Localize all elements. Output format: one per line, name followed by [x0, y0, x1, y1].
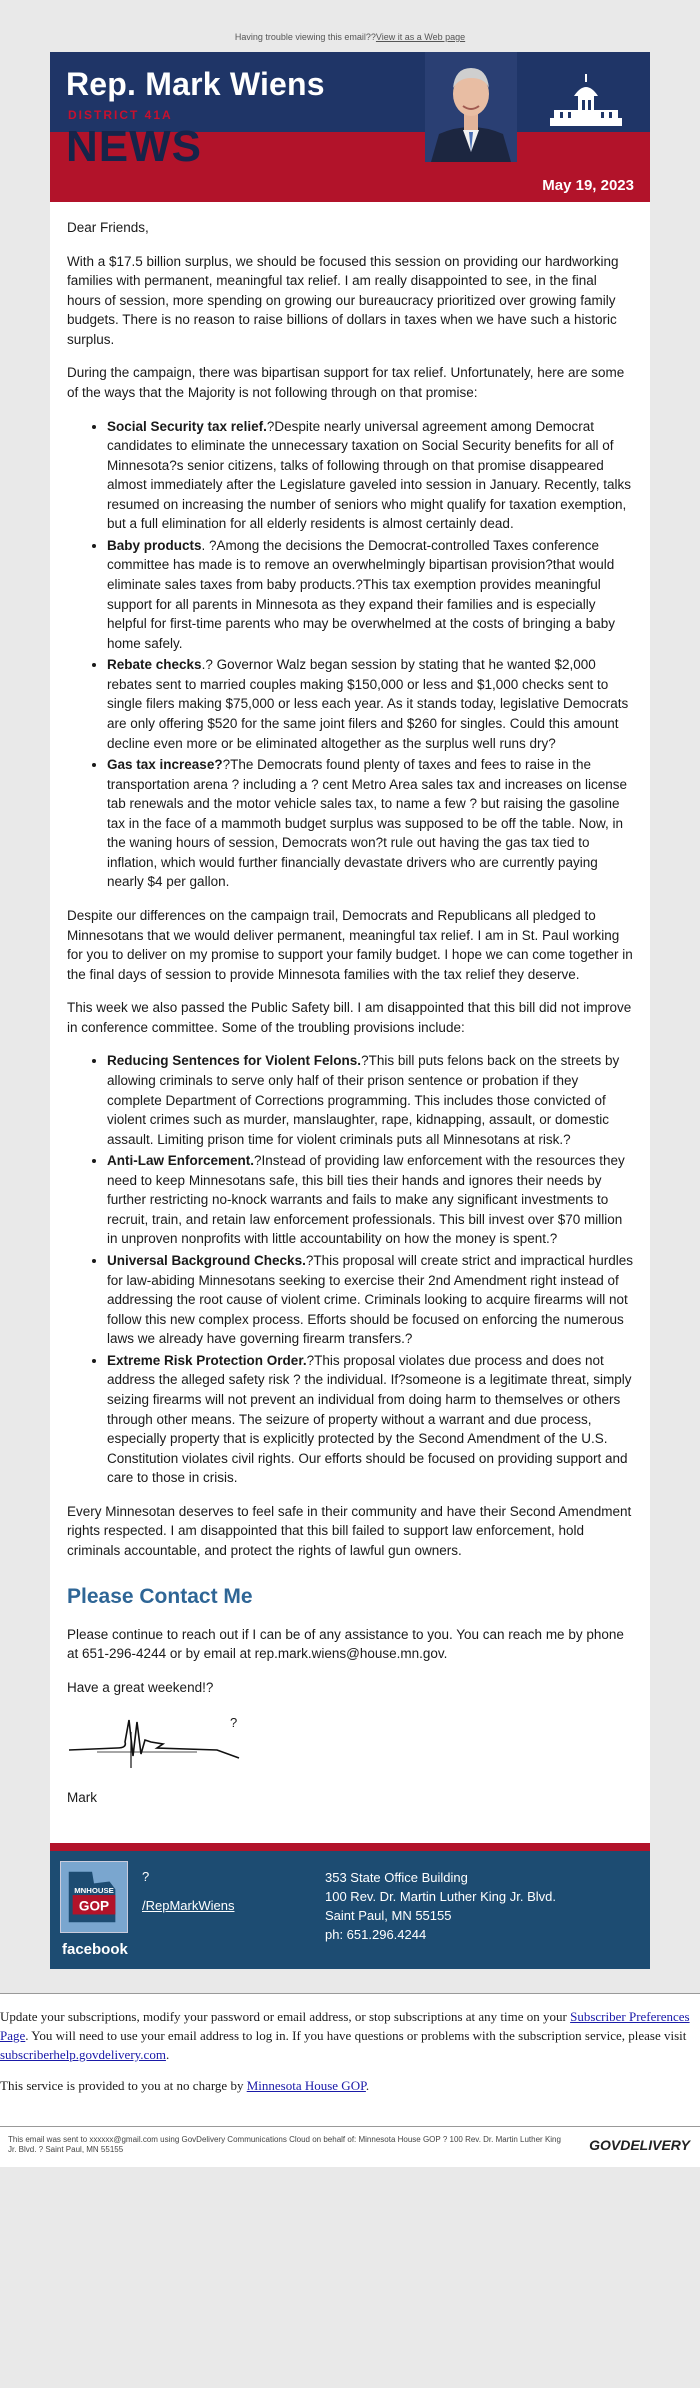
district-label: DISTRICT 41A: [68, 108, 173, 122]
address-line: 100 Rev. Dr. Martin Luther King Jr. Blvd.: [325, 1888, 556, 1904]
header-banner: [50, 52, 650, 202]
facebook-label[interactable]: facebook: [62, 1941, 128, 1959]
signature-placeholder: ?: [230, 1714, 238, 1730]
capitol-icon: [540, 74, 632, 134]
address-line: 353 State Office Building: [325, 1870, 468, 1886]
logo-text-bottom: GOP: [78, 1898, 110, 1914]
list-item: • Anti-Law Enforcement.?Instead of providing law enforcement with the resources they need to keep Minnesotans safe, this bill ties their hands and ignores their needs by further restricting no-knock warrants and fails to make any significant investments to recruit, train, and retain law enforcement professionals. This bill invest over $70 million in unproven nonprofits with little accountability on how the money is spent.?: [107, 1151, 633, 1249]
list-item: • Extreme Risk Protection Order.?This proposal violates due process and does not address the alleged safety risk ? the individual. If?someone is a legitimate threat, simply seizing firearms will not prevent an individual from doing harm to themselves or others through other means. The seizure of property without a warrant and due process, especially property that is explicitly protected by the Second Amendment of the U.S. Constitution violates civil rights. Our efforts should be focused on providing support and care to those in crisis.: [107, 1351, 633, 1488]
logo-text-top: MNHOUSE: [74, 1886, 114, 1896]
representative-name: Rep. Mark Wiens: [66, 66, 325, 102]
govdelivery-logo[interactable]: GOVDELIVERY: [589, 2136, 690, 2153]
paragraph-surplus: With a $17.5 billion surplus, we should be focused this session on providing our hardworking families with permanent, meaningful tax relief. I am really disappointed to see, in the final hours of session, more spending on growing our bureaucracy prioritized over growing family budgets. There is no reason to raise billions of dollars in taxes when we have such a historic surplus.: [67, 253, 619, 347]
representative-portrait: [425, 52, 517, 162]
contact-footer: [50, 1851, 650, 1969]
signoff-name: Mark: [67, 1789, 97, 1805]
paragraph-contact: Please continue to reach out if I can be of any assistance to you. You can reach me by phone at 651-296-4244 or by email at rep.mark.wiens@house.mn.gov.: [67, 1626, 624, 1662]
newsletter-date: May 19, 2023: [542, 177, 634, 194]
news-title: NEWS: [66, 122, 202, 171]
preheader-text: Having trouble viewing this email??: [234, 32, 376, 42]
provider-info: This service is provided to you at no charge by Minnesota House GOP.: [0, 2077, 370, 2093]
list-item: • Reducing Sentences for Violent Felons.?This bill puts felons back on the streets by allowing criminals to serve only half of their prison sentence or probation if they complete Department of Corrections programming. This includes those convicted of violent crimes such as murder, manslaughter, rape, kidnapping, assault, or domestic assault. Limiting prison time for violent criminals puts all Minnesotans at risk.?: [107, 1051, 633, 1149]
list-item: • Universal Background Checks.?This proposal will create strict and impractical hurdles for law-abiding Minnesotans seeking to exercise their 2nd Amendment right instead of addressing the root cause of violent crime. Criminals looking to acquire firearms will not follow this new complex process. Efforts should be focused on enforcing the numerous laws we already have governing firearm transfers.?: [107, 1251, 633, 1349]
subscription-info: Update your subscriptions, modify your password or email address, or stop subscriptions at any time on your Subscriber Preferences Page. You will need to use your email address to log in. If you have questions or problems with the subscription service, please visit subscriberhelp.govdelivery.com.: [0, 2009, 690, 2062]
footer-placeholder: ?: [142, 1869, 150, 1885]
paragraph-pledge: Despite our differences on the campaign trail, Democrats and Republicans all pledged to Minnesotans that we would deliver permanent, meaningful tax relief. I am in St. Paul working for you to deliver on my promise to support your family budget. I hope we can come together in the final days of session to provide Minnesota families with the tax relief they deserve.: [67, 908, 633, 982]
list-item: • Social Security tax relief.?Despite nearly universal agreement among Democrat candidates to eliminate the unnecessary taxation on Social Security benefits for all of Minnesota?s senior citizens, talks of following through on that promise disappeared almost immediately after the Legislature gaveled into session in January. Recently, talks resumed on increasing the number of seniors who might qualify for taxation exemption, but a full elimination for all elderly residents is almost certainly dead.: [107, 417, 633, 534]
signature-area: [67, 1712, 633, 1782]
govdelivery-footer: [0, 2127, 700, 2167]
paragraph-second-amendment: Every Minnesotan deserves to feel safe in their community and have their Second Amendment rights respected. I am disappointed that this bill failed to support law enforcement, hold criminals accountable, and protect the rights of lawful gun owners.: [67, 1503, 632, 1558]
view-web-page-link[interactable]: View it as a Web page: [375, 32, 466, 42]
weekend-wish: Have a great weekend!?: [67, 1680, 214, 1695]
paragraph-campaign: During the campaign, there was bipartisan support for tax relief. Unfortunately, here are some of the ways that the Majority is not following through on that promise:: [67, 365, 625, 400]
greeting: Dear Friends,: [67, 220, 149, 235]
preheader: [0, 0, 700, 52]
list-item: • Baby products. ?Among the decisions the Democrat-controlled Taxes conference committee has made is to remove an overwhelmingly bipartisan provision?that would eliminate sales taxes from baby products.?This tax exemption provides meaningful support for all parents in Minnesota as they expand their families and is especially helpful for first-time parents who may be overwhelmed at the costs of bringing a baby home safely.: [107, 536, 633, 653]
public-safety-list: [67, 1051, 633, 1487]
facebook-handle-link[interactable]: /RepMarkWiens: [142, 1898, 235, 1914]
footer-red-bar: [50, 1843, 650, 1851]
subscriber-help-link[interactable]: subscriberhelp.govdelivery.com: [0, 2046, 166, 2062]
office-address: [325, 1869, 556, 1944]
subscriber-preferences-link[interactable]: Subscriber Preferences Page: [0, 2009, 690, 2043]
sent-to-notice: This email was sent to xxxxxx@gmail.com using GovDelivery Communications Cloud on behalf of: Minnesota House GOP ? 100 Rev. Dr. Martin Luther King Jr. Blvd. ? Saint Paul, MN 55155: [8, 2134, 561, 2155]
letter-body: [50, 202, 650, 1843]
address-phone: ph: 651.296.4244: [325, 1926, 427, 1942]
minnesota-house-gop-link[interactable]: Minnesota House GOP: [246, 2077, 366, 2093]
subscription-legal: [0, 1993, 700, 2126]
email-container: [50, 52, 650, 1969]
tax-relief-list: [67, 417, 633, 893]
list-item: • Rebate checks.? Governor Walz began session by stating that he wanted $2,000 rebates sent to married couples making $150,000 or less and $1,000 checks sent to single filers making $75,000 or less each year. As it stands today, legislative Democrats are only offering $520 for the same joint filers and $260 for singles. Could this amount decline even more or be eliminated altogether as the surplus well runs dry?: [107, 655, 633, 753]
address-line: Saint Paul, MN 55155: [325, 1907, 452, 1923]
mn-house-gop-logo: [60, 1861, 128, 1933]
contact-heading: Please Contact Me: [67, 1585, 253, 1609]
paragraph-public-safety: This week we also passed the Public Safety bill. I am disappointed that this bill did not improve in conference committee. Some of the troubling provisions include:: [67, 1000, 632, 1035]
list-item: • Gas tax increase??The Democrats found plenty of taxes and fees to raise in the transportation arena ? including a ? cent Metro Area sales tax and increases on license tab renewals and the motor vehicle sales tax, to name a few ? but raising the gasoline tax in the face of a mammoth budget surplus was supposed to be off the table. Now, in the waning hours of session, Democrats won?t rule out having the gas tax tied to inflation, which would further financially devastate drivers who are currently paying nearly $4 per gallon.: [107, 755, 633, 892]
